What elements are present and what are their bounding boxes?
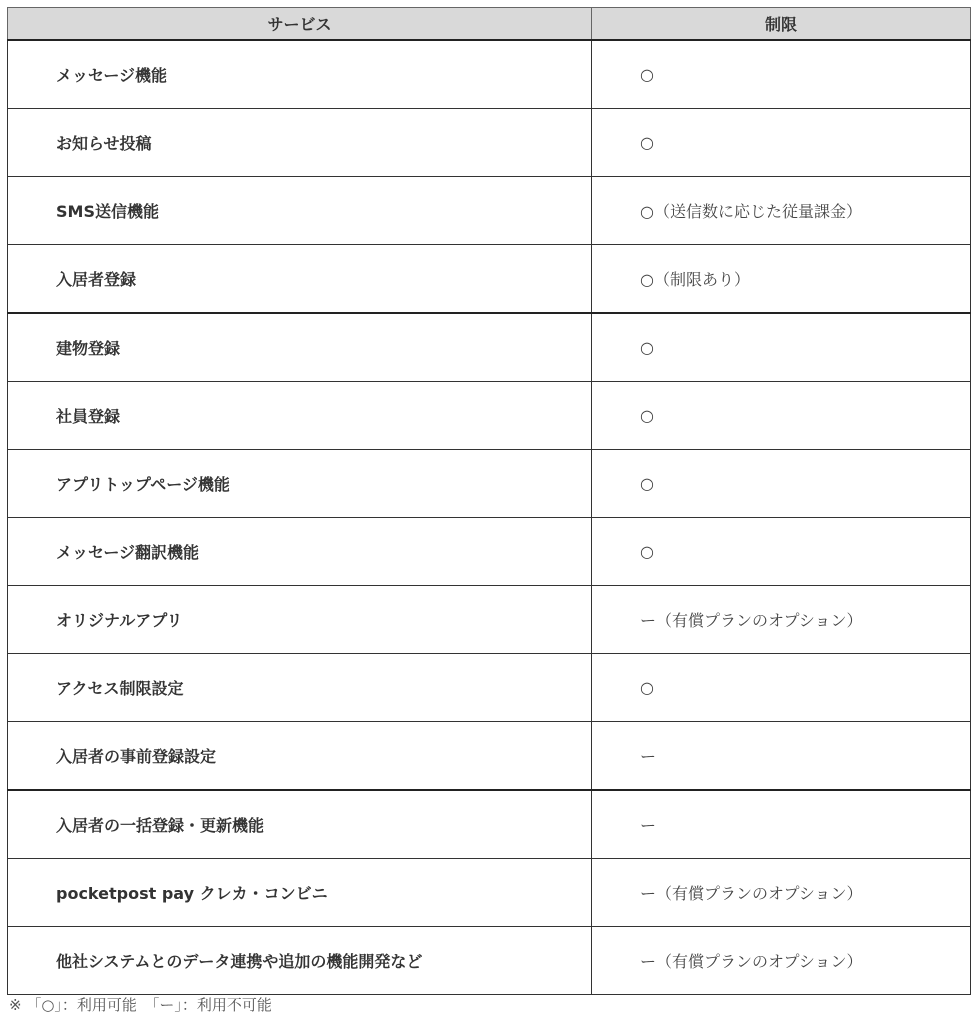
service-limits-table [7,7,971,995]
service-cell: アプリトップページ機能 [8,450,592,518]
service-cell: オリジナルアプリ [8,586,592,654]
service-cell: 他社システムとのデータ連携や追加の機能開発など [8,927,592,995]
table-row [8,245,971,314]
service-cell: お知らせ投稿 [8,109,592,177]
limit-cell: ○ [592,654,971,722]
service-cell: 建物登録 [8,313,592,382]
table-row [8,40,971,109]
table-row [8,177,971,245]
limit-cell: ー（有償プランのオプション） [592,859,971,927]
service-limits-table-container [7,7,970,995]
limit-cell: ○ [592,40,971,109]
table-row [8,382,971,450]
service-cell: SMS送信機能 [8,177,592,245]
table-row [8,859,971,927]
service-cell: 入居者登録 [8,245,592,314]
limit-cell: ○ [592,382,971,450]
service-cell: メッセージ翻訳機能 [8,518,592,586]
table-row [8,790,971,859]
table-header-row [8,8,971,41]
legend-footnote: ※ 「○」：利用可能 「ー」：利用不可能 [9,996,272,1014]
limit-cell: ー（有償プランのオプション） [592,586,971,654]
limit-cell: ○ [592,109,971,177]
header-limit: 制限 [592,8,971,41]
table-row [8,313,971,382]
limit-cell: ー [592,722,971,791]
table-row [8,109,971,177]
table-row [8,654,971,722]
service-cell: 社員登録 [8,382,592,450]
limit-cell: ○ [592,313,971,382]
table-row [8,518,971,586]
table-row [8,722,971,791]
service-cell: pocketpost pay クレカ・コンビニ [8,859,592,927]
limit-cell: ー（有償プランのオプション） [592,927,971,995]
limit-cell: ○ [592,518,971,586]
limit-cell: ○（送信数に応じた従量課金） [592,177,971,245]
table-row [8,450,971,518]
limit-cell: ー [592,790,971,859]
service-cell: 入居者の一括登録・更新機能 [8,790,592,859]
service-cell: 入居者の事前登録設定 [8,722,592,791]
service-cell: アクセス制限設定 [8,654,592,722]
limit-cell: ○ [592,450,971,518]
header-service: サービス [8,8,592,41]
limit-cell: ○（制限あり） [592,245,971,314]
service-cell: メッセージ機能 [8,40,592,109]
table-row [8,927,971,995]
table-row [8,586,971,654]
